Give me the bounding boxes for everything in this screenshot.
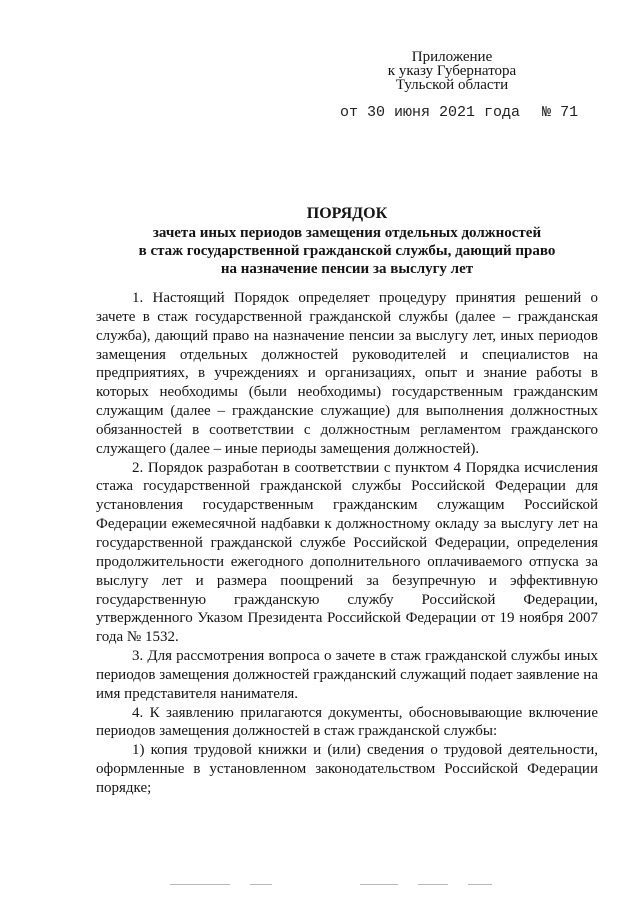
decree-date-line: [340, 104, 578, 122]
paragraph-4-item-1: 1) копия трудовой книжки и (или) сведения о трудовой деятельности, оформленные в установленном законодательством Российской Федерации порядке;: [96, 742, 598, 796]
scan-mark: [418, 884, 448, 885]
title-sub-line: зачета иных периодов замещения отдельных должностей: [152, 225, 542, 241]
paragraph-1: 1. Настоящий Порядок определяет процедуру принятия решений о зачете в стаж государственной гражданской службы (далее – гражданская служба), дающий право на назначение пенсии за выслугу лет, иных периодов замещения отдельных должностей руководителей и специалистов на предприятиях, в учреждениях и организациях, опыт и знание работы в которых необходимы (были необходимы) государственным гражданским служащим (далее – гражданские служащие) для выполнения должностных обязанностей в соответствии с должностным регламентом гражданского служащего (далее – иные периоды замещения должностей).: [96, 290, 598, 457]
paragraph-2: 2. Порядок разработан в соответствии с пунктом 4 Порядка исчисления стажа государственной гражданской службы Российской Федерации для установления государственным гражданским служащим Российской Федерации ежемесячной надбавки к должностному окладу за выслугу лет на государственной гражданской службе Российской Федерации, определения продолжительности ежегодного дополнительного оплачиваемого отпуска за выслугу лет и размера поощрений за безупречную и эффективную государственную гражданскую службу Российской Федерации, утвержденного Указом Президента Российской Федерации от 19 ноября 2007 года № 1532.: [96, 459, 598, 646]
appendix-line: Тульской области: [395, 77, 509, 93]
scan-mark: [468, 884, 492, 885]
appendix-note: [372, 50, 532, 92]
appendix-line: к указу Губернатора: [387, 63, 517, 79]
scan-mark: [360, 884, 398, 885]
appendix-line: Приложение: [411, 49, 493, 65]
document-body: [96, 289, 598, 798]
decree-number: № 71: [542, 104, 579, 121]
scan-footer-marks: [0, 884, 640, 890]
title-sub-line: в стаж государственной гражданской службы, дающий право: [138, 243, 556, 259]
title-sub-line: на назначение пенсии за выслугу лет: [220, 261, 474, 277]
title-main: ПОРЯДОК: [306, 205, 388, 222]
paragraph-3: 3. Для рассмотрения вопроса о зачете в стаж гражданской службы иных периодов замещения должностей гражданский служащий подает заявление на имя представителя нанимателя.: [96, 648, 598, 702]
paragraph-4: 4. К заявлению прилагаются документы, обосновывающие включение периодов замещения должностей в стаж гражданской службы:: [96, 704, 598, 740]
scan-mark: [170, 884, 230, 885]
date-prefix: от: [340, 104, 359, 121]
document-title: [96, 204, 598, 278]
scan-mark: [250, 884, 272, 885]
decree-date: 30 июня 2021 года: [367, 104, 521, 121]
